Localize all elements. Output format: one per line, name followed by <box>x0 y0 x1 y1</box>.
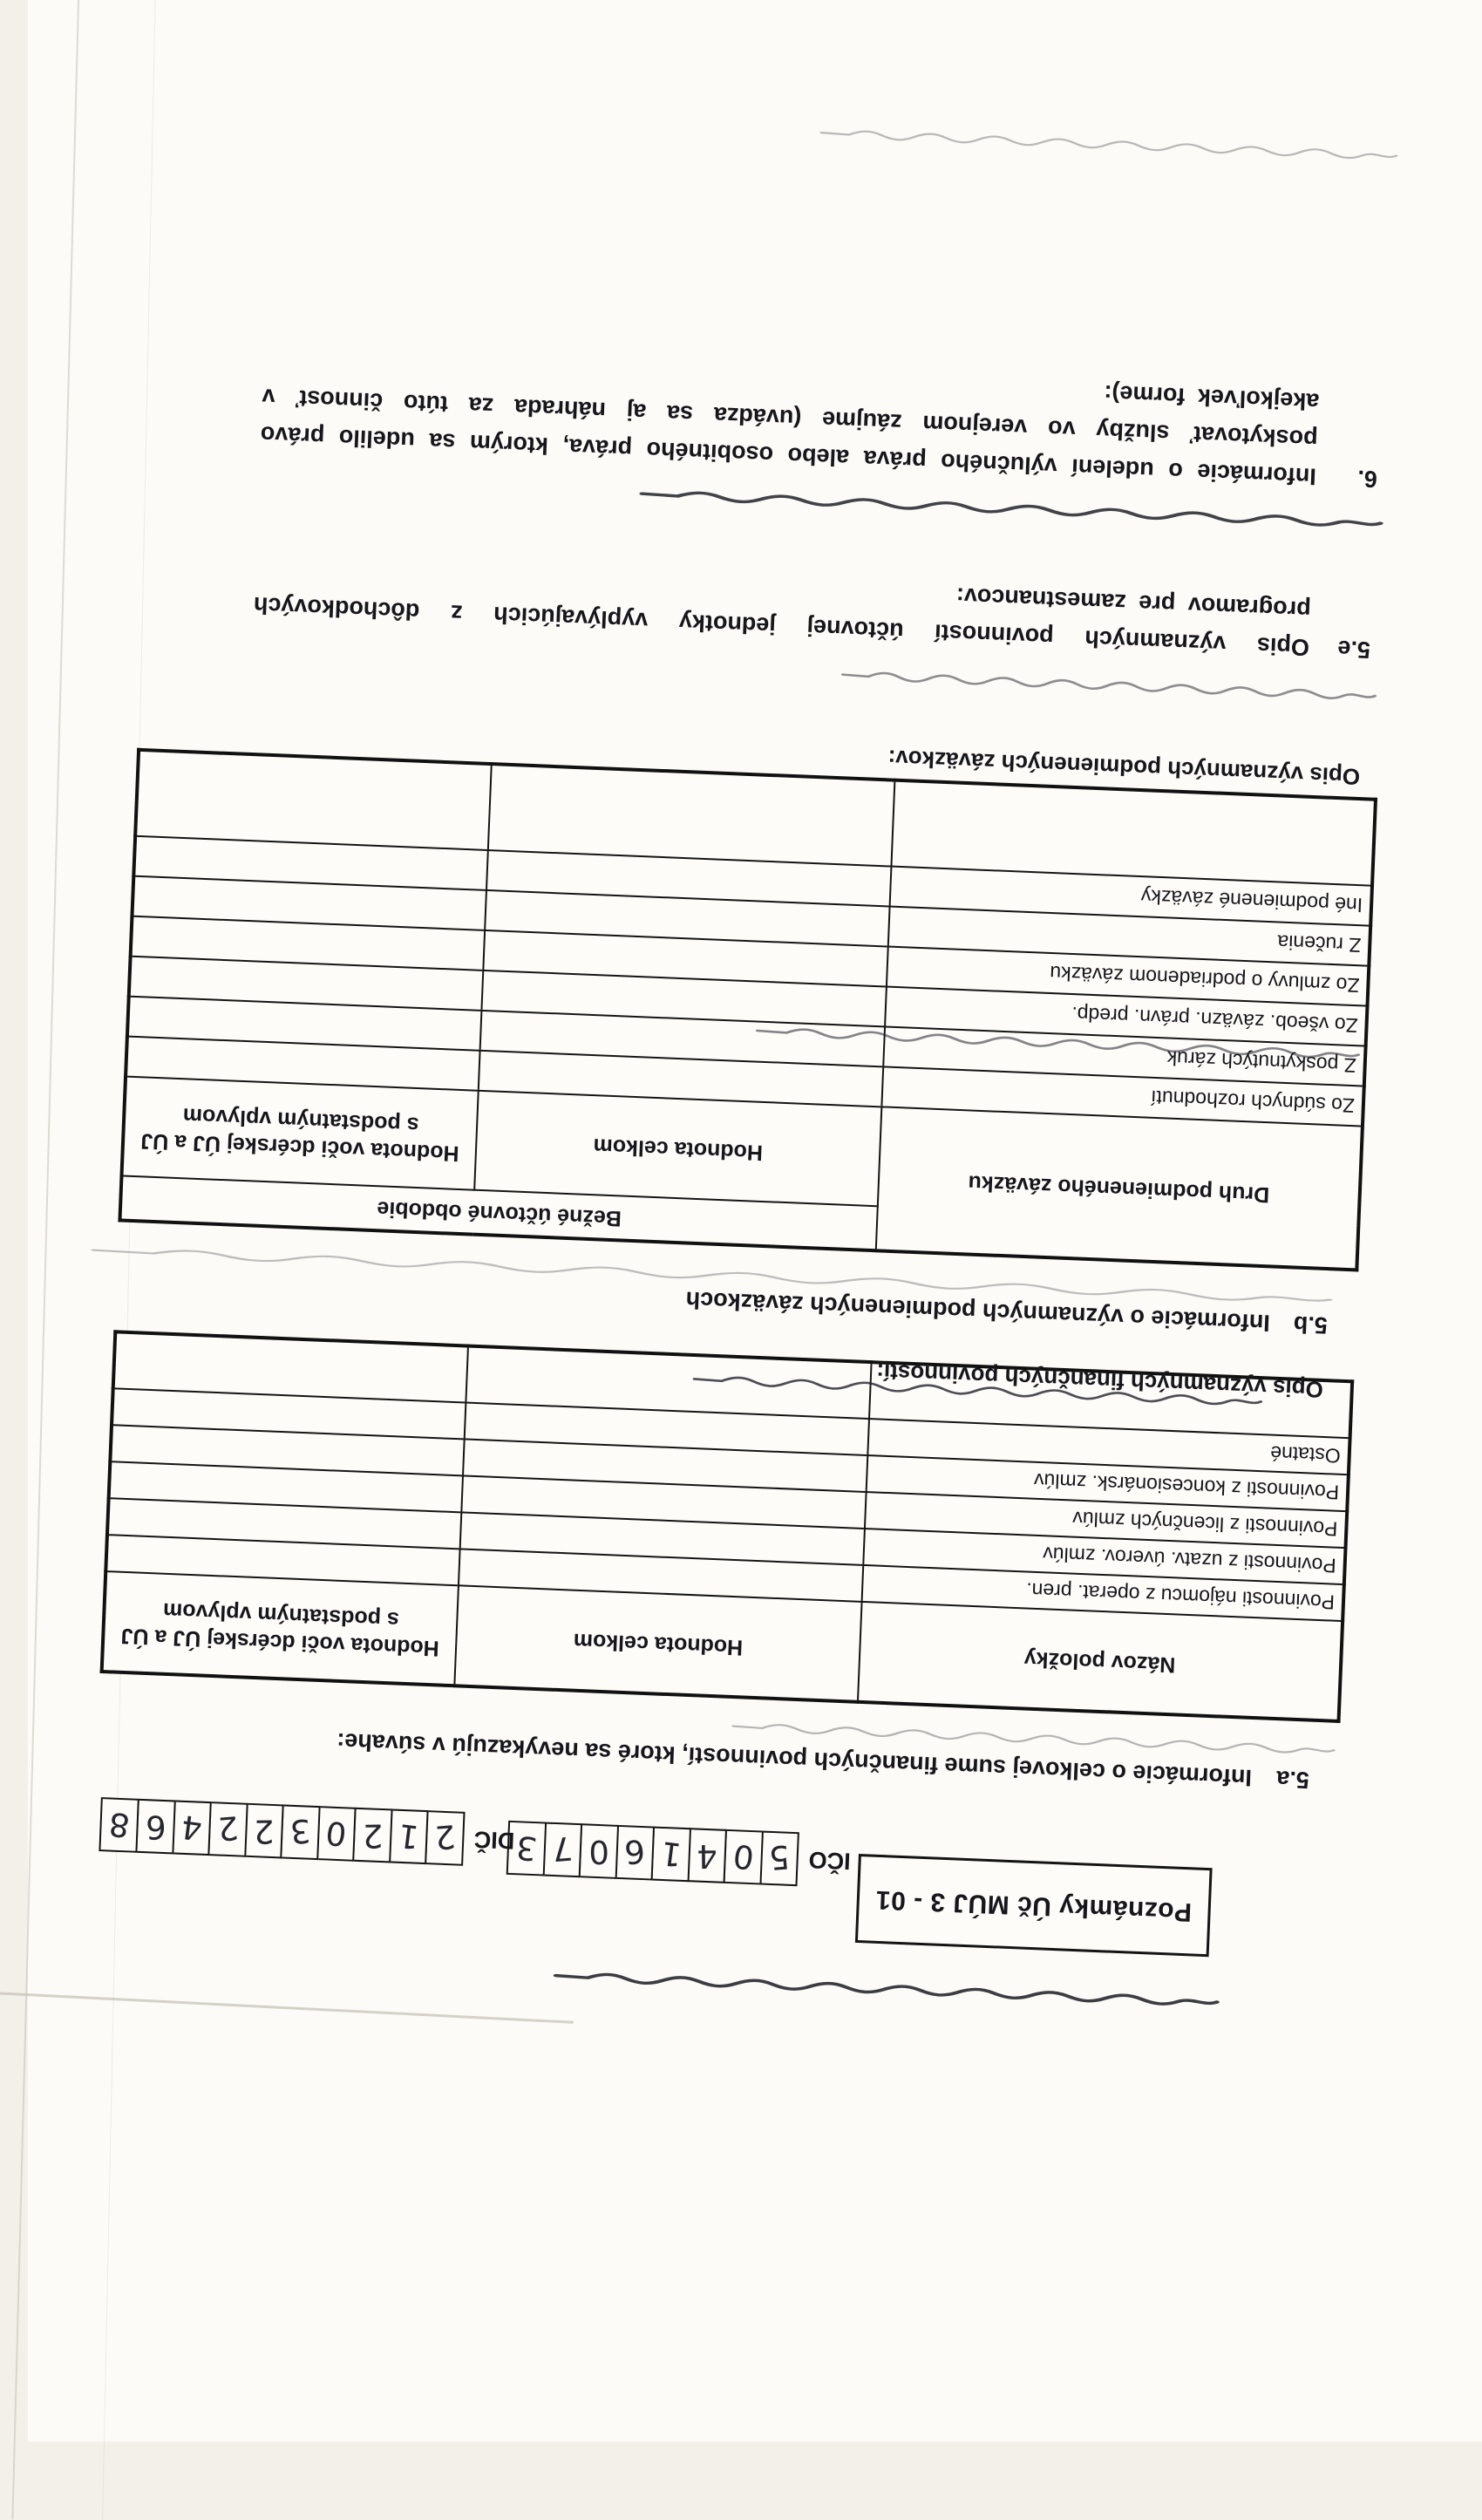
section-5e-paragraph <box>253 548 1372 669</box>
scan-streak <box>0 1989 574 2023</box>
digit-box <box>207 1801 248 1857</box>
section-text: Informácie o udelení výlučného práva alebo osobitného práva, ktorým sa udelilo právo poskytovať služby vo verejnom záujme (uvádza sa aj náhrada za túto činnosť v akejkoľvek forme): <box>260 379 1320 490</box>
handwritten-digit: 2 <box>215 1808 240 1849</box>
row-label: Iné podmienené záväzky <box>890 867 1372 926</box>
handwritten-digit: 1 <box>658 1834 684 1875</box>
col-header-subsidiary: Hodnota voči dcérskej ÚJ a ÚJ s podstatným vplyvom <box>102 1571 459 1686</box>
row-label: Zo všeob. záväzn. právn. predp. <box>885 986 1367 1045</box>
dic-label: DIČ <box>473 1826 515 1855</box>
col-header-period: Bežné účtovné obdobie <box>119 1175 877 1250</box>
value-cell <box>488 764 895 867</box>
digit-box <box>316 1806 357 1862</box>
handwritten-digit: 2 <box>362 1816 384 1856</box>
digit-box <box>651 1827 691 1883</box>
form-page <box>77 19 1411 2056</box>
row-label: Z ručenia <box>888 907 1370 966</box>
digit-box <box>280 1804 320 1860</box>
ico-field <box>506 1821 852 1889</box>
section-5a-heading <box>98 1718 1309 1794</box>
handwritten-digit: 4 <box>179 1808 205 1849</box>
digit-box <box>759 1831 799 1887</box>
digit-box <box>172 1800 212 1856</box>
dic-field <box>99 1797 516 1868</box>
section-title: Informácie o významných podmienených záväzkoch <box>685 1286 1271 1337</box>
opis-contingent-label: Opis významných podmienených záväzkov: <box>887 745 1361 791</box>
digit-box <box>723 1829 763 1885</box>
handwritten-digit: 0 <box>731 1836 757 1877</box>
section-number: 5.b <box>1293 1311 1329 1339</box>
digit-box <box>244 1803 284 1859</box>
section-number: 5.e <box>1336 635 1371 664</box>
col-header-item: Názov položky <box>858 1602 1343 1721</box>
handwritten-digit: 1 <box>396 1816 422 1857</box>
digit-box <box>389 1808 429 1864</box>
ico-label: IČO <box>808 1847 852 1876</box>
handwritten-digit: 6 <box>622 1832 647 1872</box>
digit-box <box>99 1797 139 1853</box>
col-header-total: Hodnota celkom <box>454 1585 861 1701</box>
handwritten-digit: 4 <box>697 1837 718 1876</box>
opis-financial-label: Opis významných finančných povinností: <box>875 1359 1324 1403</box>
digit-box <box>542 1822 582 1878</box>
row-label: Ostatné <box>867 1419 1349 1475</box>
handwritten-digit: 5 <box>767 1837 792 1877</box>
col-header-type: Druh podmieneného záväzku <box>876 1107 1363 1270</box>
form-title-box <box>855 1854 1213 1957</box>
strikeout-line <box>636 488 1386 532</box>
value-cell <box>135 750 492 850</box>
row-label: Povinnosti z uzatv. úverov. zmlúv <box>863 1529 1345 1584</box>
digit-box <box>615 1825 655 1881</box>
handwritten-digit: 7 <box>550 1829 574 1869</box>
col-header-total: Hodnota celkom <box>474 1091 881 1206</box>
handwritten-digit: 6 <box>145 1808 167 1847</box>
col-header-subsidiary: Hodnota voči dcérskej ÚJ a ÚJ s podstatným vplyvom <box>121 1077 478 1190</box>
digit-box <box>352 1808 392 1863</box>
digit-box <box>425 1810 465 1866</box>
digit-box <box>687 1828 727 1883</box>
row-label: Povinnosti nájomcu z operat. pren. <box>862 1565 1344 1621</box>
table-contingent-liabilities <box>118 748 1377 1272</box>
digit-box <box>579 1823 619 1879</box>
section-title: Informácie o celkovej sume finančných povinností, ktoré sa nevykazujú v súvahe: <box>336 1727 1253 1792</box>
row-label: Z poskytnutých záruk <box>883 1026 1365 1086</box>
dic-digit-boxes <box>99 1797 463 1866</box>
handwritten-digit: 2 <box>432 1817 457 1857</box>
handwritten-digit: 3 <box>288 1811 312 1851</box>
section-6-paragraph <box>260 340 1381 498</box>
row-label: Povinnosti z licenčných zmlúv <box>865 1492 1347 1548</box>
row-label: Zo zmluvy o podriadenom záväzku <box>887 947 1369 1006</box>
handwritten-digit: 3 <box>513 1828 540 1869</box>
digit-box <box>135 1799 175 1855</box>
handwritten-digit: 0 <box>588 1833 609 1871</box>
handwritten-digit: 0 <box>323 1814 350 1854</box>
handwritten-digit: 8 <box>106 1805 133 1845</box>
row-label: Povinnosti z koncesionársk. zmlúv <box>867 1455 1349 1511</box>
row-label: Zo súdnych rozhodnutí <box>881 1066 1363 1126</box>
strikeout-line <box>839 669 1379 704</box>
section-number: 5.a <box>1275 1766 1310 1794</box>
section-number: 6. <box>1356 465 1378 493</box>
section-text: Opis významných povinností účtovnej jednotky vyplývajúcich z dôchodkových programov pre zamestnancov: <box>253 582 1312 661</box>
form-title: Poznámky Úč MÚJ 3 - 01 <box>874 1884 1193 1927</box>
ico-digit-boxes <box>506 1821 798 1886</box>
handwritten-digit: 2 <box>253 1812 275 1851</box>
strikeout-line <box>551 1970 1222 2010</box>
strikeout-line <box>817 126 1401 163</box>
